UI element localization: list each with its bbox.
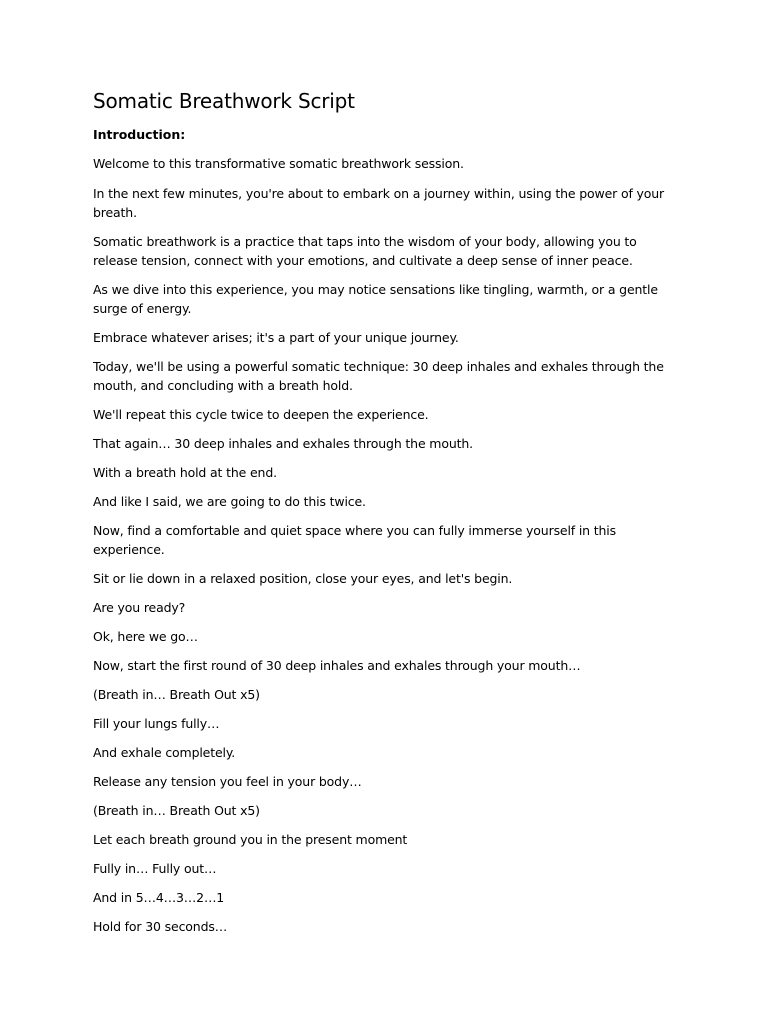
paragraph: (Breath in… Breath Out x5) bbox=[93, 687, 260, 702]
document-title: Somatic Breathwork Script bbox=[93, 89, 355, 113]
paragraph: Release any tension you feel in your body… bbox=[93, 774, 362, 789]
paragraph: And exhale completely. bbox=[93, 745, 236, 760]
paragraph: Are you ready? bbox=[93, 600, 186, 615]
paragraph: As we dive into this experience, you may notice sensations like tingling, warmth, or a gentle surge of energy. bbox=[93, 282, 658, 316]
paragraph: Now, start the first round of 30 deep inhales and exhales through your mouth… bbox=[93, 658, 581, 673]
paragraph: Somatic breathwork is a practice that taps into the wisdom of your body, allowing you to release tension, connect with your emotions, and cultivate a deep sense of inner peace. bbox=[93, 234, 637, 268]
paragraph: That again… 30 deep inhales and exhales through the mouth. bbox=[93, 436, 473, 451]
paragraph: (Breath in… Breath Out x5) bbox=[93, 803, 260, 818]
paragraph: Fill your lungs fully… bbox=[93, 716, 220, 731]
section-heading-introduction: Introduction: bbox=[93, 127, 186, 142]
paragraph: Sit or lie down in a relaxed position, close your eyes, and let's begin. bbox=[93, 571, 513, 586]
paragraph: Today, we'll be using a powerful somatic technique: 30 deep inhales and exhales through the mouth, and concluding with a breath hold. bbox=[93, 359, 664, 393]
paragraph: Embrace whatever arises; it's a part of your unique journey. bbox=[93, 330, 459, 345]
paragraph: Fully in… Fully out… bbox=[93, 861, 217, 876]
paragraph: Let each breath ground you in the present moment bbox=[93, 832, 408, 847]
paragraph: Ok, here we go… bbox=[93, 629, 198, 644]
paragraph: We'll repeat this cycle twice to deepen the experience. bbox=[93, 407, 429, 422]
paragraph: Now, find a comfortable and quiet space where you can fully immerse yourself in this experience. bbox=[93, 523, 616, 557]
paragraph: Hold for 30 seconds… bbox=[93, 919, 228, 934]
paragraph: And like I said, we are going to do this twice. bbox=[93, 494, 366, 509]
paragraph: Welcome to this transformative somatic breathwork session. bbox=[93, 156, 464, 171]
paragraph: In the next few minutes, you're about to embark on a journey within, using the power of your breath. bbox=[93, 186, 665, 220]
paragraph: With a breath hold at the end. bbox=[93, 465, 277, 480]
paragraph: And in 5…4…3…2…1 bbox=[93, 890, 225, 905]
